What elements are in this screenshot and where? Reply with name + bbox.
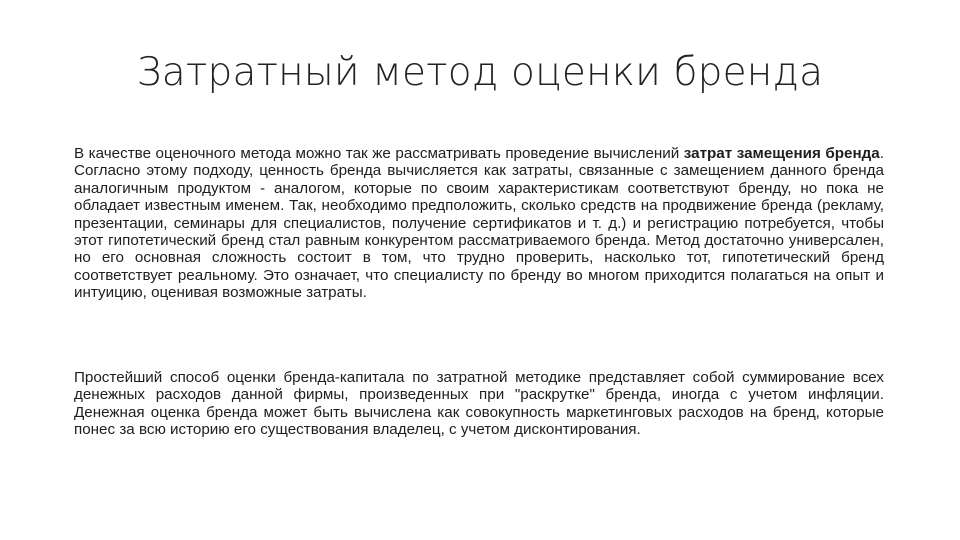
slide-title: Затратный метод оценки бренда [136,50,824,95]
paragraph-rest-text: . Согласно этому подходу, ценность бренда вычисляется как затраты, связанные с замещением данного бренда аналогичным продуктом - аналогом, которые по своим характеристикам соответствуют бренду, но пока не обладает известным именем. Так, необходимо предположить, сколько средств на продвижение бренда (рекламу, презентации, семинары для специалистов, получение сертификатов и т. д.) и регистрацию потребуется, чтобы этот гипотетический бренд стал равным конкурентом рассматриваемого бренда. Метод достаточно универсален, но его основная сложность состоит в том, что трудно проверить, насколько тот, гипотетический бренд соответствует реальному. Это означает, что специалисту по бренду во многом приходится полагаться на опыт и интуицию, оценивая возможные затраты. [74,145,884,302]
paragraph-cost-replacement [74,145,884,302]
paragraph-intro-text: В качестве оценочного метода можно так же рассматривать проведение вычислений [74,145,684,162]
bold-term: затрат замещения бренда [683,145,880,162]
paragraph-simplest-method: Простейший способ оценки бренда-капитала по затратной методике представляет собой суммирование всех денежных расходов данной фирмы, произведенных при "раскрутке" бренда, иногда с учетом инфляции. Денежная оценка бренда может быть вычислена как совокупность маркетинговых расходов на бренд, которые понес за всю историю его существования владелец, с учетом дисконтирования. [74,369,884,439]
